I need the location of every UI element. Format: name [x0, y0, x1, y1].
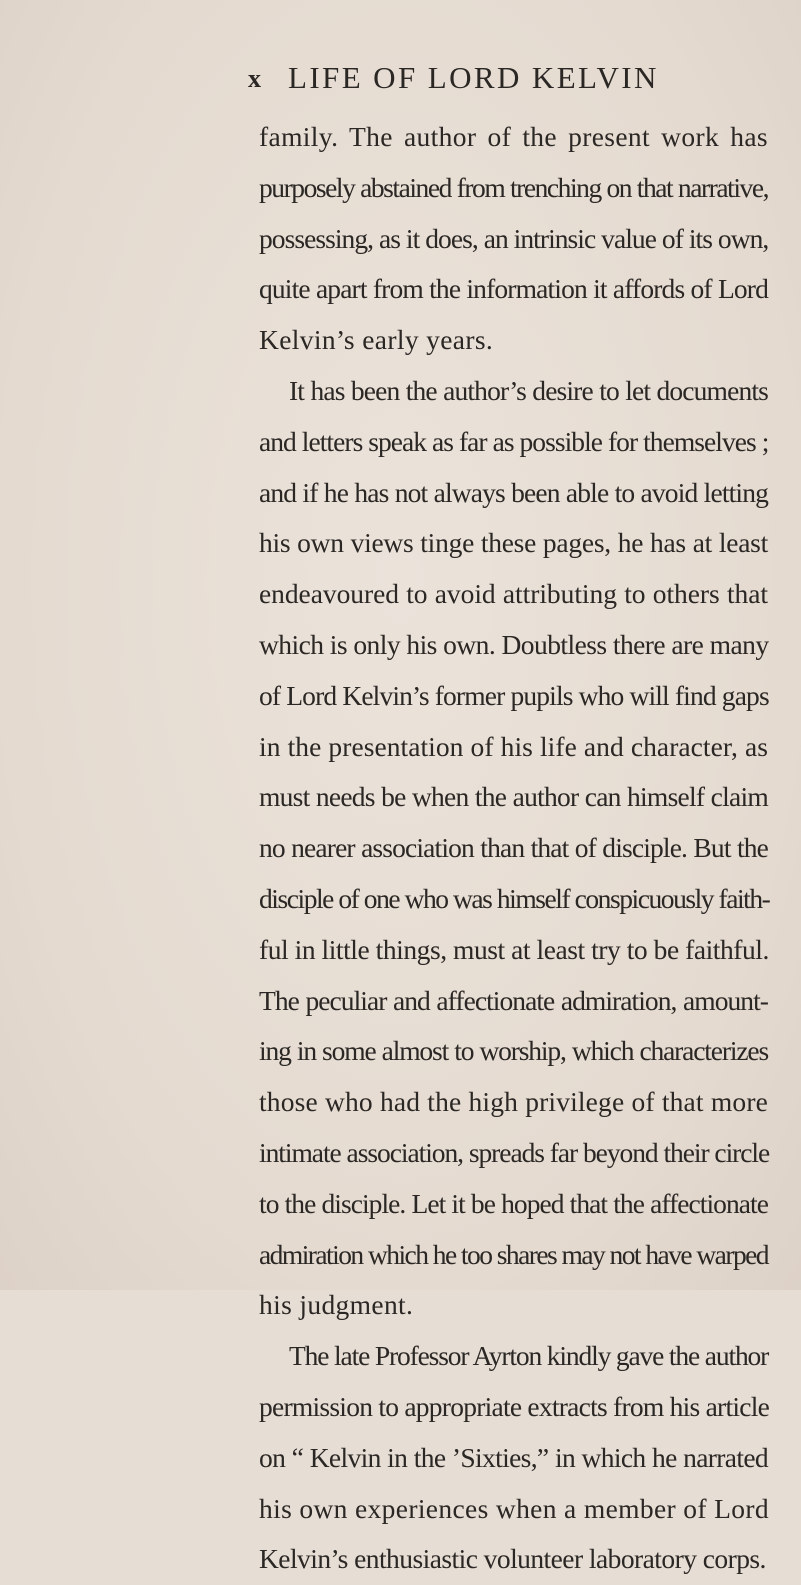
text-line: permission to appropriate extracts from his article	[259, 1390, 770, 1422]
text-line: The late Professor Ayrton kindly gave the author	[289, 1340, 769, 1372]
text-line: quite apart from the information it affords of Lord	[259, 273, 768, 305]
page-header	[0, 60, 801, 100]
text-line: which is only his own. Doubtless there are many	[259, 628, 769, 660]
text-line: on “ Kelvin in the ’Sixties,” in which he narrated	[259, 1441, 768, 1473]
text-line: his own experiences when a member of Lord	[259, 1492, 769, 1524]
text-line: It has been the author’s desire to let documents	[289, 374, 768, 406]
text-line: possessing, as it does, an intrinsic value of its own,	[259, 222, 769, 254]
text-line: of Lord Kelvin’s former pupils who will find gaps	[259, 679, 769, 711]
text-line: intimate association, spreads far beyond their circle	[259, 1136, 770, 1168]
text-line: to the disciple. Let it be hoped that the affectionate	[259, 1187, 768, 1219]
text-line: purposely abstained from trenching on that narrative,	[259, 171, 768, 203]
text-line: endeavoured to avoid attributing to others that	[259, 578, 768, 610]
text-line: must needs be when the author can himself claim	[259, 781, 768, 813]
text-line: no nearer association than that of disciple. But the	[259, 832, 768, 864]
text-line: and if he has not always been able to avoid letting	[259, 476, 768, 508]
text-line: admiration which he too shares may not have warped	[259, 1238, 768, 1270]
text-line: and letters speak as far as possible for themselves ;	[259, 425, 769, 457]
text-line: family. The author of the present work has	[259, 121, 768, 152]
text-line: ing in some almost to worship, which characterizes	[259, 1035, 768, 1067]
running-title: LIFE OF LORD KELVIN	[288, 60, 659, 95]
text-line: Kelvin’s enthusiastic volunteer laboratory corps.	[259, 1543, 766, 1575]
text-line: Kelvin’s early years.	[259, 324, 494, 356]
text-line: his own views tinge these pages, he has at least	[259, 527, 768, 559]
text-line: ful in little things, must at least try to be faithful.	[259, 933, 769, 965]
text-line: The peculiar and affectionate admiration, amount-	[259, 984, 768, 1016]
body-text	[259, 112, 768, 1585]
text-line: in the presentation of his life and character, as	[259, 730, 768, 762]
text-line: those who had the high privilege of that more	[259, 1086, 768, 1118]
text-line: disciple of one who was himself conspicuously faith-	[259, 882, 770, 914]
text-line: his judgment.	[259, 1289, 414, 1321]
page-number: x	[248, 64, 262, 93]
